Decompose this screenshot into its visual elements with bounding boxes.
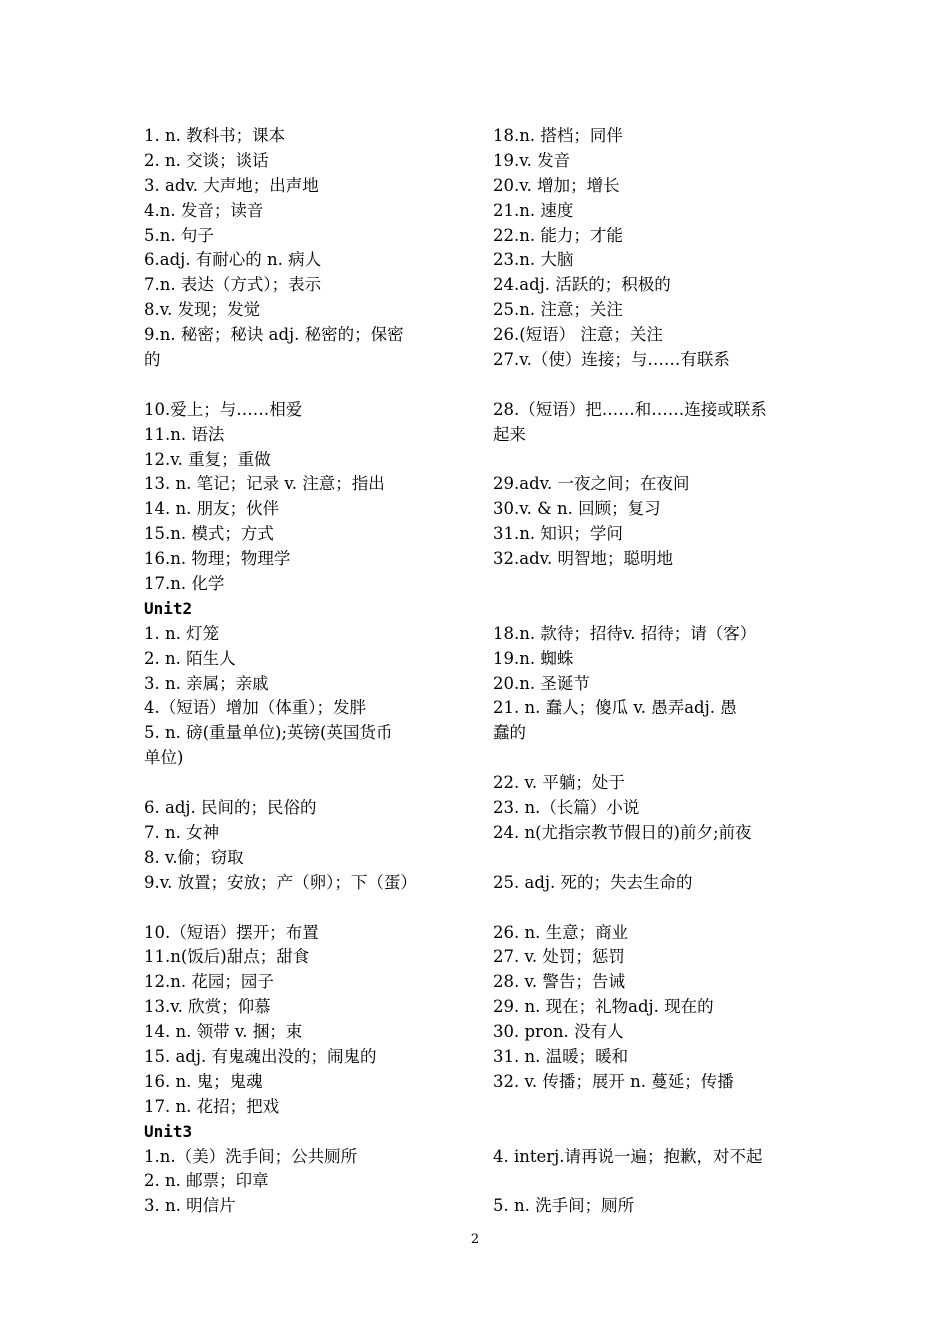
blank-line bbox=[144, 896, 464, 921]
left-vocab-entry: 1. n. 灯笼 bbox=[144, 623, 220, 643]
left-vocab-entry: 17. n. 花招；把戏 bbox=[144, 1096, 280, 1116]
right-vocab-entry: 25. adj. 死的；失去生命的 bbox=[493, 872, 693, 892]
page-number: 2 bbox=[470, 1232, 480, 1247]
blank-line bbox=[493, 572, 813, 597]
left-vocab-entry: 5.n. 句子 bbox=[144, 225, 214, 245]
left-vocab-entry: 9.n. 秘密；秘诀 adj. 秘密的；保密 bbox=[144, 325, 404, 345]
right-column bbox=[493, 124, 813, 1219]
right-vocab-entry: 27.v.（使）连接；与……有联系 bbox=[493, 350, 730, 370]
left-vocab-entry: 17.n. 化学 bbox=[144, 574, 225, 594]
right-vocab-entry: 20.n. 圣诞节 bbox=[493, 673, 590, 693]
right-vocab-entry: 28. v. 警告；告诫 bbox=[493, 972, 625, 992]
left-vocab-entry: 6. adj. 民间的；民俗的 bbox=[144, 798, 317, 818]
right-vocab-entry: 32.adv. 明智地；聪明地 bbox=[493, 549, 673, 569]
left-vocab-entry: 3. n. 明信片 bbox=[144, 1196, 236, 1216]
left-vocab-entry: 单位) bbox=[144, 748, 184, 768]
blank-line bbox=[493, 373, 813, 398]
blank-line bbox=[493, 746, 813, 771]
right-vocab-entry: 23.n. 大脑 bbox=[493, 250, 574, 270]
right-vocab-entry: 27. v. 处罚；惩罚 bbox=[493, 947, 625, 967]
left-vocab-entry: 12.n. 花园；园子 bbox=[144, 972, 274, 992]
right-vocab-entry: 20.v. 增加；增长 bbox=[493, 175, 620, 195]
right-vocab-entry: 30. pron. 没有人 bbox=[493, 1022, 624, 1042]
left-vocab-entry: 10.爱上；与……相爱 bbox=[144, 399, 303, 419]
left-vocab-entry: 7. n. 女神 bbox=[144, 822, 220, 842]
right-vocab-entry: 29.adv. 一夜之间；在夜间 bbox=[493, 474, 690, 494]
blank-line bbox=[493, 1095, 813, 1120]
right-vocab-entry: 29. n. 现在；礼物adj. 现在的 bbox=[493, 997, 714, 1017]
right-vocab-entry: 32. v. 传播；展开 n. 蔓延；传播 bbox=[493, 1071, 734, 1091]
right-vocab-entry: 26.(短语） 注意；关注 bbox=[493, 325, 663, 345]
left-vocab-entry: 11.n(饭后)甜点；甜食 bbox=[144, 947, 310, 967]
blank-line bbox=[493, 896, 813, 921]
blank-line bbox=[144, 771, 464, 796]
blank-line bbox=[493, 1169, 813, 1194]
right-vocab-entry: 30.v. & n. 回顾；复习 bbox=[493, 499, 661, 519]
blank-line bbox=[493, 846, 813, 871]
left-vocab-entry: 16. n. 鬼；鬼魂 bbox=[144, 1071, 263, 1091]
left-vocab-entry: 4.n. 发音；读音 bbox=[144, 200, 264, 220]
left-vocab-entry: 4.（短语）增加（体重）；发胖 bbox=[144, 698, 366, 718]
left-vocab-entry: 8. v.偷；窃取 bbox=[144, 847, 244, 867]
left-vocab-entry: 12.v. 重复；重做 bbox=[144, 449, 271, 469]
left-vocab-entry: 8.v. 发现；发觉 bbox=[144, 300, 261, 320]
left-vocab-entry: 2. n. 陌生人 bbox=[144, 648, 236, 668]
right-vocab-entry: 31.n. 知识；学问 bbox=[493, 524, 623, 544]
left-vocab-entry: 15. adj. 有鬼魂出没的；闹鬼的 bbox=[144, 1046, 377, 1066]
left-vocab-entry: 7.n. 表达（方式）；表示 bbox=[144, 275, 322, 295]
blank-line bbox=[493, 1120, 813, 1145]
right-vocab-entry: 18.n. 搭档；同伴 bbox=[493, 126, 623, 145]
blank-line bbox=[493, 597, 813, 622]
right-vocab-entry: 28.（短语）把……和……连接或联系 bbox=[493, 399, 767, 419]
left-vocab-entry: 3. adv. 大声地；出声地 bbox=[144, 175, 319, 195]
right-vocab-entry: 19.v. 发音 bbox=[493, 150, 571, 170]
right-vocab-entry: 22.n. 能力；才能 bbox=[493, 225, 623, 245]
left-vocab-entry: 2. n. 邮票；印章 bbox=[144, 1171, 269, 1191]
right-vocab-entry: 蠢的 bbox=[493, 723, 526, 743]
left-vocab-entry: 1. n. 教科书；课本 bbox=[144, 126, 286, 145]
right-vocab-entry: 25.n. 注意；关注 bbox=[493, 300, 623, 320]
blank-line bbox=[144, 373, 464, 398]
left-vocab-entry: 2. n. 交谈；谈话 bbox=[144, 150, 269, 170]
right-vocab-entry: 5. n. 洗手间；厕所 bbox=[493, 1196, 635, 1216]
right-vocab-entry: 22. v. 平躺；处于 bbox=[493, 773, 625, 793]
left-vocab-entry: 的 bbox=[144, 350, 161, 370]
left-vocab-entry: 14. n. 朋友；伙伴 bbox=[144, 499, 280, 519]
left-vocab-entry: 10.（短语）摆开；布置 bbox=[144, 922, 319, 942]
left-column bbox=[144, 124, 464, 1219]
right-vocab-entry: 21. n. 蠢人；傻瓜 v. 愚弄adj. 愚 bbox=[493, 698, 737, 718]
left-vocab-entry: 13.v. 欣赏；仰慕 bbox=[144, 997, 271, 1017]
unit-heading: Unit2 bbox=[144, 598, 193, 618]
right-vocab-entry: 23. n.（长篇）小说 bbox=[493, 798, 640, 818]
unit-heading: Unit3 bbox=[144, 1121, 193, 1141]
right-vocab-entry: 24. n(尤指宗教节假日的)前夕;前夜 bbox=[493, 822, 752, 842]
left-vocab-entry: 11.n. 语法 bbox=[144, 424, 225, 444]
left-vocab-entry: 3. n. 亲属；亲戚 bbox=[144, 673, 269, 693]
right-vocab-entry: 起来 bbox=[493, 424, 526, 444]
right-vocab-entry: 19.n. 蜘蛛 bbox=[493, 648, 574, 668]
left-vocab-entry: 9.v. 放置；安放；产（卵）；下（蛋） bbox=[144, 872, 417, 892]
left-vocab-entry: 5. n. 磅(重量单位);英镑(英国货币 bbox=[144, 723, 393, 743]
left-vocab-entry: 16.n. 物理；物理学 bbox=[144, 549, 291, 569]
left-vocab-entry: 13. n. 笔记；记录 v. 注意；指出 bbox=[144, 474, 385, 494]
left-vocab-entry: 6.adj. 有耐心的 n. 病人 bbox=[144, 250, 322, 270]
left-vocab-entry: 14. n. 领带 v. 捆；束 bbox=[144, 1022, 303, 1042]
right-vocab-entry: 24.adj. 活跃的；积极的 bbox=[493, 275, 671, 295]
left-vocab-entry: 15.n. 模式；方式 bbox=[144, 524, 274, 544]
left-vocab-entry: 1.n.（美）洗手间；公共厕所 bbox=[144, 1146, 358, 1166]
blank-line bbox=[493, 448, 813, 473]
right-vocab-entry: 26. n. 生意；商业 bbox=[493, 922, 629, 942]
right-vocab-entry: 4. interj.请再说一遍；抱歉，对不起 bbox=[493, 1146, 763, 1166]
right-vocab-entry: 21.n. 速度 bbox=[493, 200, 574, 220]
right-vocab-entry: 18.n. 款待；招待v. 招待；请（客） bbox=[493, 623, 757, 643]
right-vocab-entry: 31. n. 温暖；暖和 bbox=[493, 1046, 629, 1066]
